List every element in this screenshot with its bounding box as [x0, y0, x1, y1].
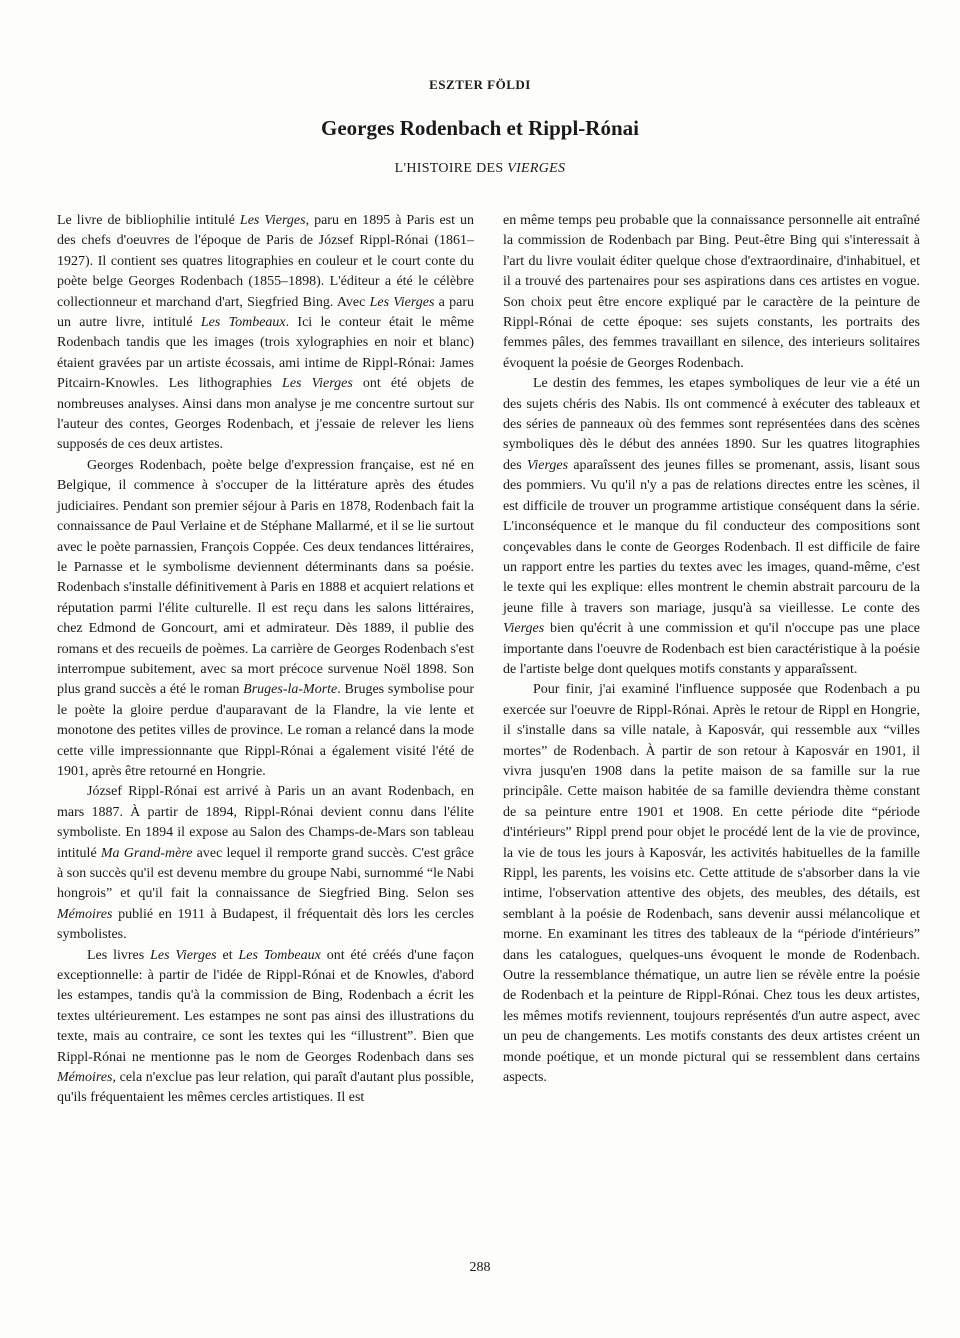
right-column — [503, 211, 920, 1088]
paragraph-left-4: Les livres Les Vierges et Les Tombeaux ont été créés d'une façon exceptionnelle: à partir de l'idée de Rippl-Rónai et de Knowles, d'abord les estampes, tandis qu'à la commission de Bing, Rodenbach a écrit les textes ultérieurement. Les estampes ne sont pas ainsi des illustrations du texte, mais au contraire, ce sont les textes qui les “illustrent”. Bien que Rippl-Rónai ne mentionne pas le nom de Georges Rodenbach dans ses Mémoires, cela n'exclue pas leur relation, qui paraît d'autant plus possible, qu'ils fréquentaient les mêmes cercles artistiques. Il est — [57, 947, 474, 1106]
article-title: Georges Rodenbach et Rippl-Rónai — [321, 116, 639, 140]
subtitle-prefix: L'HISTOIRE DES — [394, 161, 508, 176]
subtitle-italic: VIERGES — [507, 161, 566, 176]
paragraph-left-3: József Rippl-Rónai est arrivé à Paris un an avant Rodenbach, en mars 1887. À partir de 1894, Rippl-Rónai devient connu dans l'élite symboliste. En 1894 il expose au Salon des Champs-de-Mars son tableau intitulé Ma Grand-mère avec lequel il remporte grand succès. C'est grâce à son succès qu'il est devenu membre du groupe Nabi, surnommé “le Nabi hongrois” et qu'il fait la connaissance de Siegfried Bing. Selon ses Mémoires publié en 1911 à Budapest, il fréquentait dès lors les cercles symbolistes. — [57, 784, 474, 943]
page-number: 288 — [469, 1260, 491, 1275]
author-name: ESZTER FÖLDI — [429, 77, 531, 92]
paragraph-right-3: Pour finir, j'ai examiné l'influence supposée que Rodenbach a pu exercée sur l'oeuvre de Rippl-Rónai. Après le retour de Rippl en Hongrie, il s'installe dans sa ville natale, à Kaposvár, qui ressemble aux “villes mortes” de Rodenbach. À partir de son retour à Kaposvár en 1901, il vivra jusqu'en 1908 dans la petite maison de sa famille sur la rue principâle. Cette maison habitée de sa famille deviendra thème constant de sa peinture entre 1901 et 1908. En cette période dite “période d'intérieurs” Rippl prend pour objet le procédé lent de la vie de province, la vie de tous les jours à Kaposvár, les activités habituelles de la famille Rippl, les parents, les voisins etc. Cette attitude de s'absorber dans la vie intime, l'observation attentive des objets, des meubles, des détails, est semblant à la poésie de Rodenbach, sans devenir aussi mélancolique et morne. En examinant les titres des tableaux de la “période d'intérieurs” dans les catalogues, quelques-uns évoquent le monde de Rodenbach. Outre la ressemblance thématique, un autre lien se révèle entre la poésie de Rodenbach et la peinture de Rippl-Rónai. Chez tous les deux artistes, les mêmes motifs reviennent, toujours représentés d'un autre aspect, avec un peu de changements. Les motifs constants des deux artistes créent un monde poétique, et un monde pictural qui se ressemblent dans certains aspects. — [503, 682, 920, 1086]
paragraph-left-1: Le livre de bibliophilie intitulé Les Vierges, paru en 1895 à Paris est un des chefs d'oeuvres de l'époque de Paris de József Rippl-Rónai (1861–1927). Il contient ses quatres litographies en couleur et le court conte du poète belge Georges Rodenbach (1855–1898). L'éditeur a été le célèbre collectionneur et marchand d'art, Siegfried Bing. Avec Les Vierges a paru un autre livre, intitulé Les Tombeaux. Ici le conteur était le même Rodenbach tandis que les images (trois xylographies en noir et blanc) étaient gravées par un artiste écossais, ami intime de Rippl-Rónai: James Pitcairn-Knowles. Les lithographies Les Vierges ont été objets de nombreuses analyses. Ainsi dans mon analyse je me concentre surtout sur l'auteur des contes, Georges Rodenbach, et j'essaie de relever les liens supposés de ces deux artistes. — [57, 213, 475, 453]
paragraph-right-2: Le destin des femmes, les etapes symboliques de leur vie a été un des sujets chéris des Nabis. Ils ont commencé à exécuter des tableaux et des séries de panneaux où des femmes sont représentées dans des scènes symboliques dès le début des années 1890. Sur les quatres litographies des Vierges aparaîssent des jeunes filles se promenant, assis, lisant sous des pommiers. Vu qu'il n'y a pas de relations directes entre les scènes, il est difficile de trouver un programme artistique conséquent dans la série. L'inconséquence et le manque du fil conducteur des compositions sont conçevables dans le conte de Georges Rodenbach. Il est difficile de faire un rapport entre les parties du textes avec les images, quand-même, c'est le texte qui les explique: elles montrent le chemin abstrait parcouru de la jeune fille à travers son mariage, jusqu'à sa vieillesse. Le conte des Vierges bien qu'écrit à une commission et qu'il n'occupe pas une place importante dans l'oeuvre de Rodenbach est bien caractéristique à la poésie de l'artiste belge dont quelques motifs constants y apparaîssent. — [503, 376, 920, 677]
paragraph-left-2: Georges Rodenbach, poète belge d'expression française, est né en Belgique, il commence à s'occuper de la littérature après des études judiciaires. Pendant son premier séjour à Paris en 1878, Rodenbach fait la connaissance de Paul Verlaine et de Stéphane Mallarmé, et il se lie surtout avec le poète parnassien, François Coppée. Ces deux tendances littéraires, le Parnasse et le symbolisme deviennent déterminants dans sa poésie. Rodenbach s'installe définitivement à Paris en 1888 et acquiert relations et réputation parmi l'élite culturelle. Il est reçu dans les salons littéraires, chez Edmond de Goncourt, ami et admirateur. Dès 1889, il publie des romans et des recueils de poèmes. La carrière de Georges Rodenbach s'est interrompue subitement, avec sa mort précoce survenue Noël 1898. Son plus grand succès a été le roman Bruges-la-Morte. Bruges symbolise pour le poète la gloire perdue d'auparavant de la Flandre, la vie lente et monotone des petites villes de province. Le roman a relancé dans la mode cette ville impressionnante que Rippl-Rónai a également visité l'été de 1901, après être retourné en Hongrie. — [57, 457, 474, 779]
left-column — [57, 211, 474, 1109]
paragraph-right-1: en même temps peu probable que la connaissance personnelle ait entraîné la commission de Rodenbach par Bing. Peut-être Bing qui s'interessait à l'art du livre voulait éditer quelque chose d'extraordinaire, d'inhabituel, et il a trouvé des partenaires pour ses aspirations dans ces artistes en vogue. Son choix peut être encore expliqué par le caractère de la peinture de Rippl-Rónai de cette époque: ses sujets constants, les portraits des femmes pâles, des femmes travaillant en silence, des interieurs solitaires évoquent la poésie de Georges Rodenbach. — [503, 213, 920, 371]
article-subtitle — [0, 161, 960, 177]
